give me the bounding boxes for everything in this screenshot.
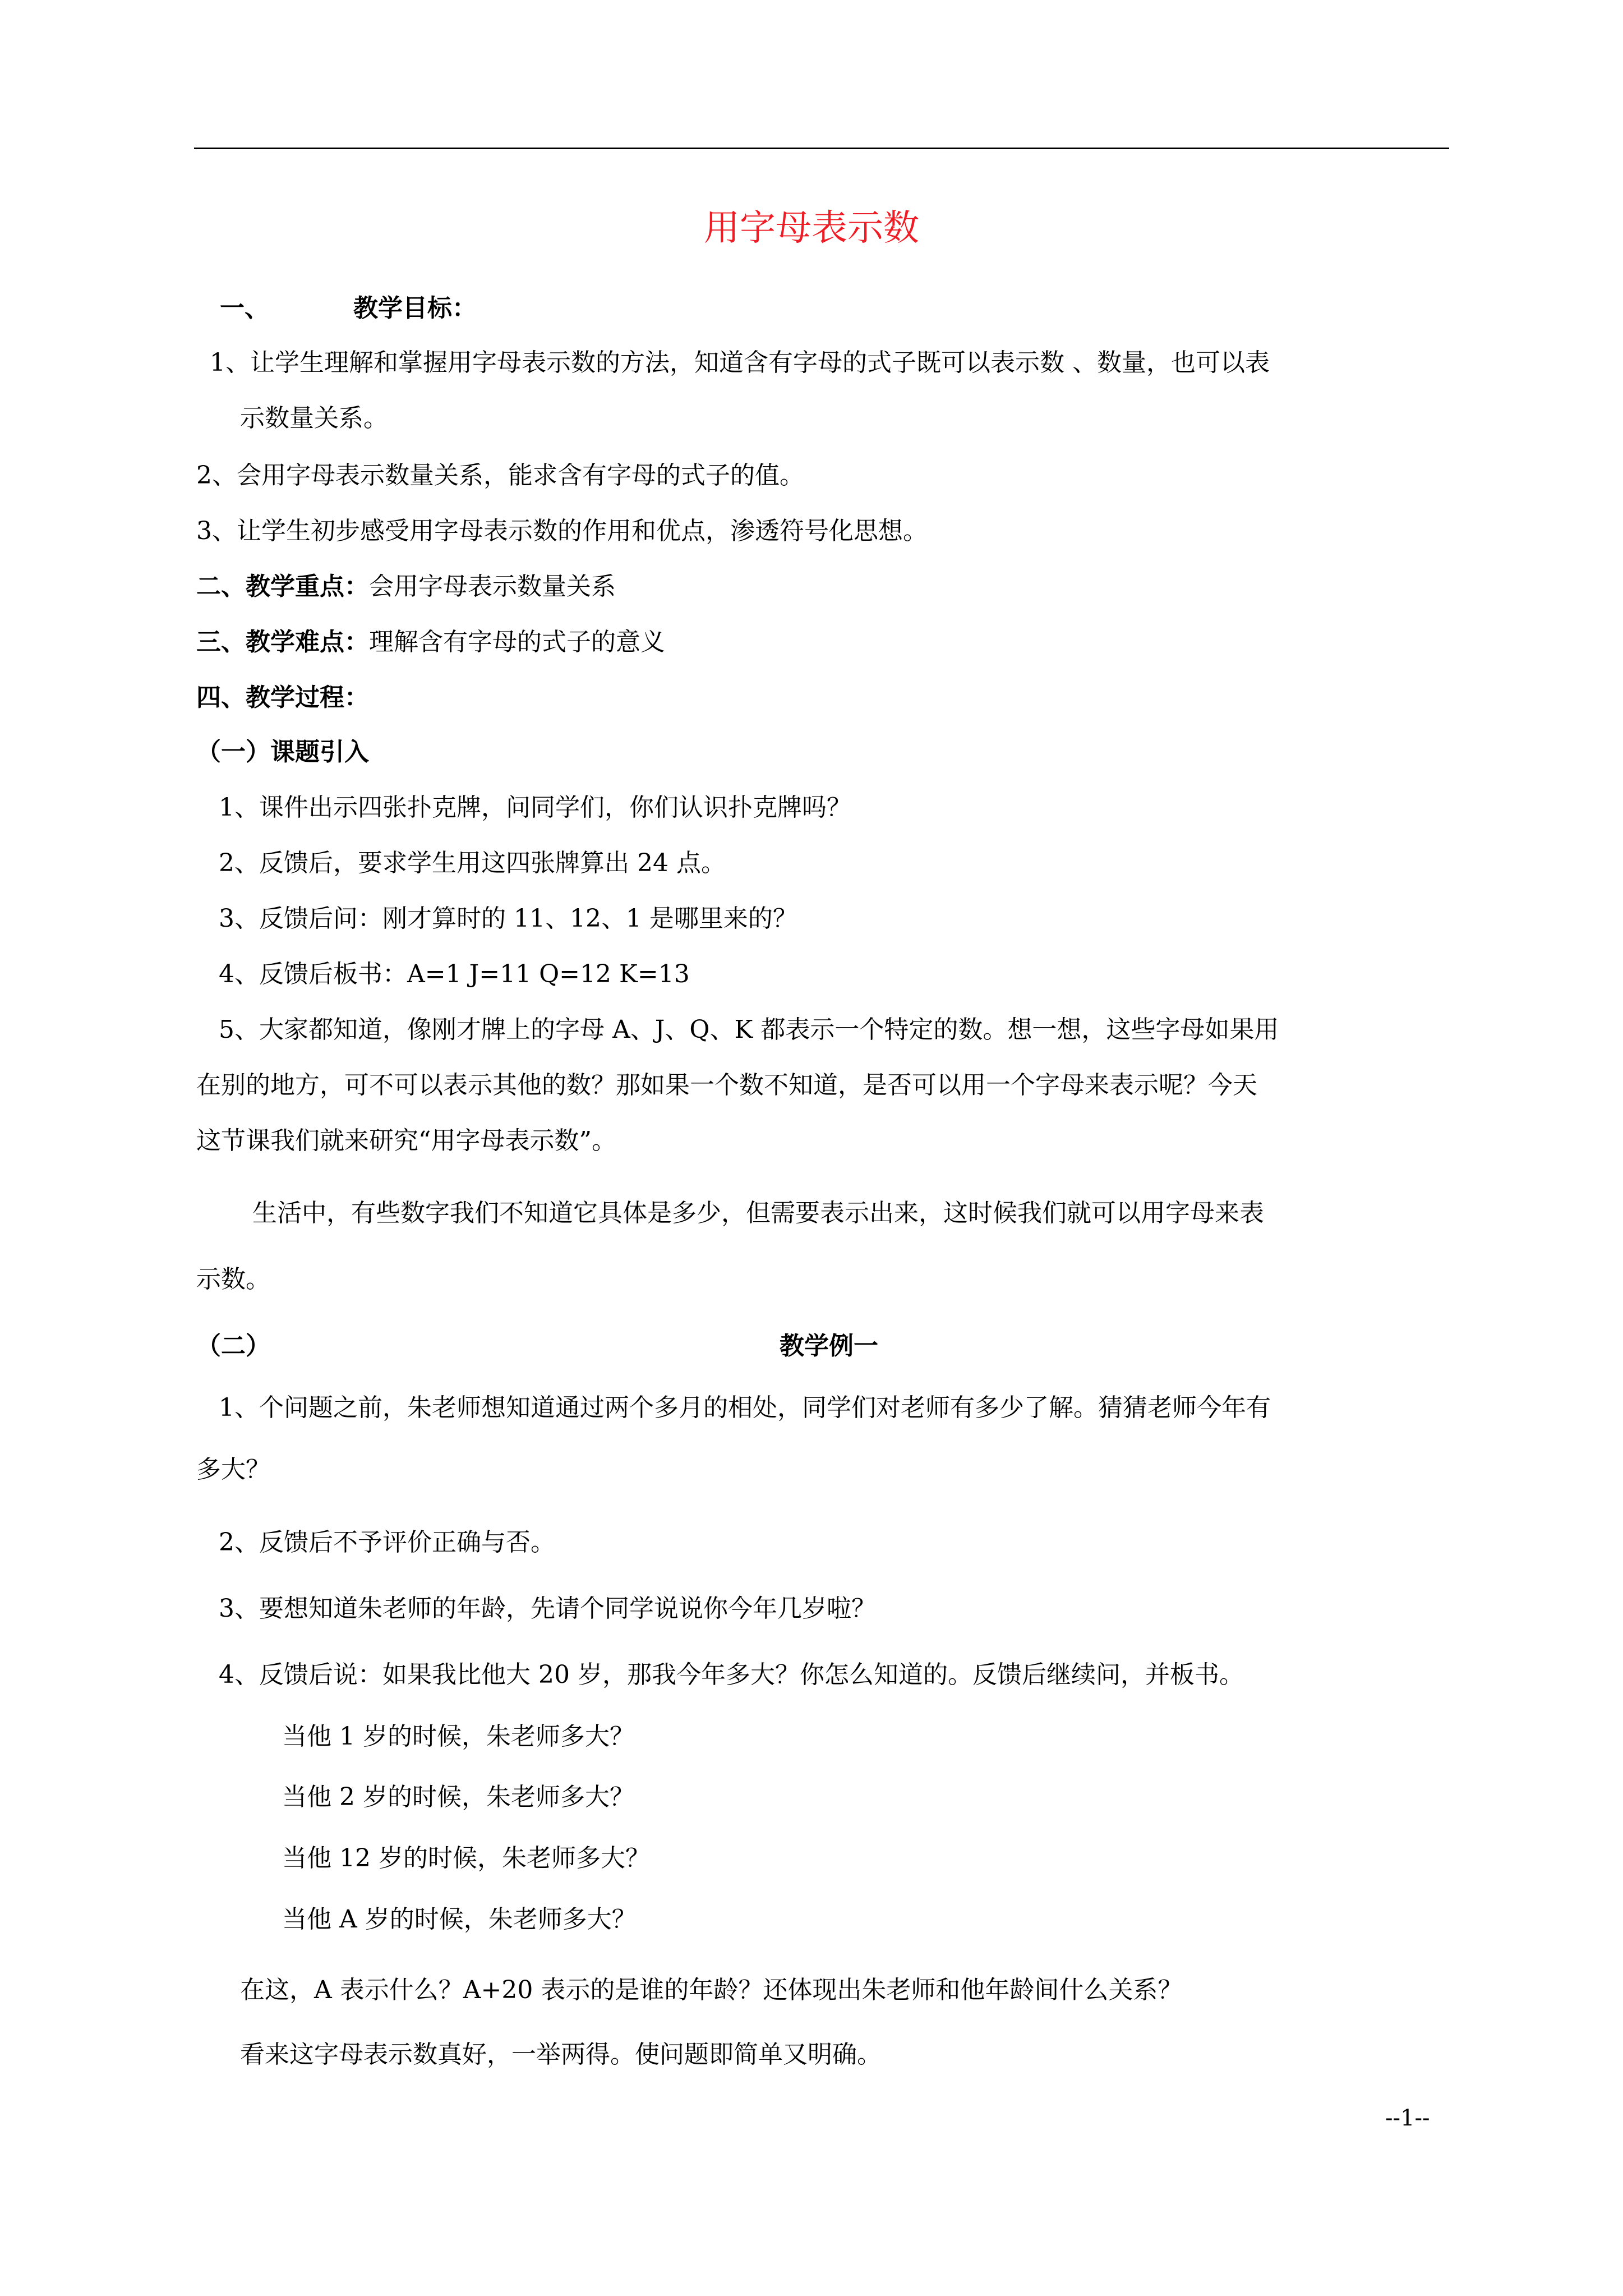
difficulty-row — [196, 625, 665, 659]
objective-line: 2、会用字母表示数量关系，能求含有字母的式子的值。 — [196, 461, 804, 490]
part-2-label: （二） — [196, 1332, 270, 1360]
part-1-line: 这节课我们就来研究“用字母表示数”。 — [196, 1126, 616, 1155]
part-2-line: 当他 2 岁的时候，朱老师多大？ — [282, 1783, 634, 1811]
objective-line: 1、让学生理解和掌握用字母表示数的方法，知道含有字母的式子既可以表示数 、数量，也可以表 — [210, 348, 1270, 377]
key-point-row — [196, 570, 616, 604]
part-1-line: 4、反馈后板书：A=1 J=11 Q=12 K=13 — [219, 960, 690, 988]
section-1-heading: 教学目标： — [353, 294, 477, 323]
page-number: --1-- — [1385, 2105, 1430, 2131]
document-title: 用字母表示数 — [704, 208, 919, 249]
part-1-line: 生活中，有些数字我们不知道它具体是多少，但需要表示出来，这时候我们就可以用字母来表 — [252, 1199, 1264, 1227]
part-1-line: 3、反馈后问：刚才算时的 11、12、1 是哪里来的？ — [219, 904, 797, 933]
key-point-label: 二、教学重点： — [196, 572, 369, 601]
header-rule — [194, 148, 1449, 149]
difficulty-text: 理解含有字母的式子的意义 — [369, 628, 665, 656]
part-1-line: 2、反馈后，要求学生用这四张牌算出 24 点。 — [219, 849, 726, 877]
part-2-line: 多大？ — [196, 1455, 270, 1484]
key-point-text: 会用字母表示数量关系 — [369, 572, 616, 601]
section-1-number: 一、 — [220, 294, 269, 323]
part-1-line: 5、大家都知道，像刚才牌上的字母 A、J、Q、K 都表示一个特定的数。想一想，这些字母如果用 — [219, 1015, 1279, 1044]
part-1-line: 1、课件出示四张扑克牌，问同学们，你们认识扑克牌吗？ — [219, 793, 851, 822]
part-1-line: 在别的地方，可不可以表示其他的数？那如果一个数不知道，是否可以用一个字母来表示呢？今天 — [196, 1071, 1257, 1099]
objective-line: 3、让学生初步感受用字母表示数的作用和优点，渗透符号化思想。 — [196, 517, 928, 545]
process-heading: 四、教学过程： — [196, 683, 369, 712]
part-1-heading: （一）课题引入 — [196, 738, 369, 766]
difficulty-label: 三、教学难点： — [196, 628, 369, 656]
part-2-line: 3、要想知道朱老师的年龄，先请个同学说说你今年几岁啦？ — [219, 1594, 876, 1623]
part-2-line: 当他 12 岁的时候，朱老师多大？ — [282, 1844, 650, 1872]
objective-line: 示数量关系。 — [240, 404, 388, 432]
part-2-line: 1、个问题之前，朱老师想知道通过两个多月的相处，同学们对老师有多少了解。猜猜老师今年有 — [219, 1393, 1271, 1422]
part-1-line: 示数。 — [196, 1265, 270, 1294]
part-2-line: 看来这字母表示数真好，一举两得。使问题即简单又明确。 — [240, 2040, 882, 2069]
part-2-line: 4、反馈后说：如果我比他大 20 岁，那我今年多大？你怎么知道的。反馈后继续问，并板书。 — [219, 1660, 1244, 1689]
part-2-heading: 教学例一 — [780, 1332, 878, 1360]
part-2-line: 当他 A 岁的时候，朱老师多大？ — [282, 1905, 637, 1934]
part-2-line: 当他 1 岁的时候，朱老师多大？ — [282, 1722, 634, 1751]
part-2-line: 2、反馈后不予评价正确与否。 — [219, 1528, 555, 1557]
part-2-line: 在这，A 表示什么？A+20 表示的是谁的年龄？还体现出朱老师和他年龄间什么关系？ — [240, 1976, 1183, 2004]
